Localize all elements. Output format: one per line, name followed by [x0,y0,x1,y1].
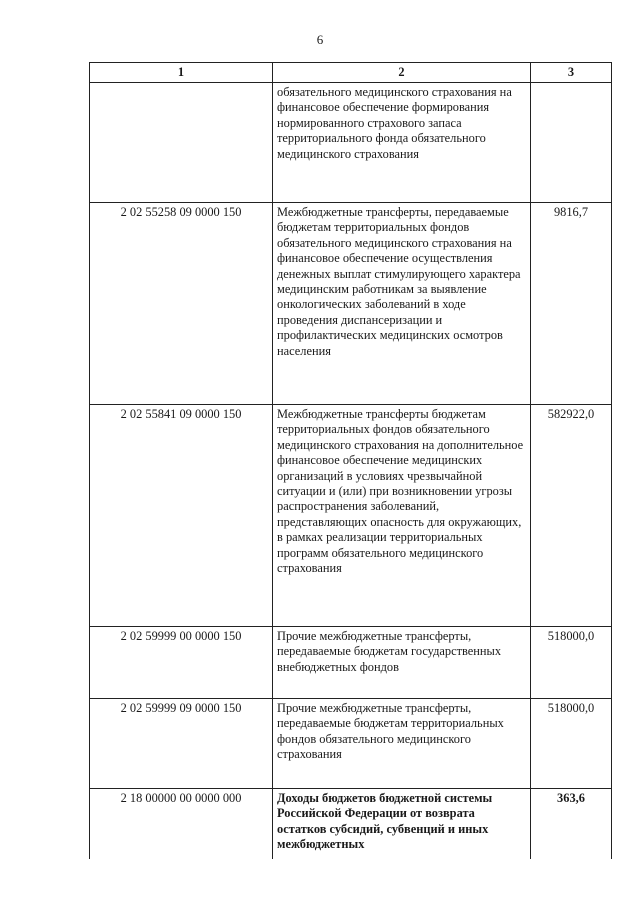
row-description: Доходы бюджетов бюджетной системы Российской Федерации от возврата остатков субсидий, субвенций и иных межбюджетных [273,789,531,859]
row-amount: 518000,0 [531,627,612,699]
row-code: 2 02 55258 09 0000 150 [90,203,273,405]
column-header-code: 1 [90,63,273,83]
column-header-amount: 3 [531,63,612,83]
row-description: обязательного медицинского страхования на финансовое обеспечение формирования нормированного страхового запаса территориального фонда обязательного медицинского страхования [273,83,531,203]
row-code: 2 02 55841 09 0000 150 [90,405,273,627]
row-description: Межбюджетные трансферты, передаваемые бюджетам территориальных фондов обязательного медицинского страхования на финансовое обеспечение осуществления денежных выплат стимулирующего характера медицинским работникам за выявление онкологических заболеваний в ходе проведения диспансеризации и профилактических медицинских осмотров населения [273,203,531,405]
row-description: Межбюджетные трансферты бюджетам территориальных фондов обязательного медицинского страхования на дополнительное финансовое обеспечение медицинских организаций в условиях чрезвычайной ситуации и (или) при возникновении угрозы распространения заболеваний, представляющих опасность для окружающих, в рамках реализации территориальных программ обязательного медицинского страхования [273,405,531,627]
revenue-table [89,62,612,859]
table-row [90,405,612,627]
row-description: Прочие межбюджетные трансферты, передаваемые бюджетам государственных внебюджетных фондов [273,627,531,699]
row-code: 2 02 59999 00 0000 150 [90,627,273,699]
page-number: 6 [316,32,324,47]
row-amount: 363,6 [531,789,612,859]
row-amount: 582922,0 [531,405,612,627]
table-row [90,83,612,203]
row-amount: 9816,7 [531,203,612,405]
row-amount: 518000,0 [531,699,612,789]
table-row [90,203,612,405]
column-header-description: 2 [273,63,531,83]
row-code: 2 18 00000 00 0000 000 [90,789,273,859]
table-row [90,627,612,699]
row-code: 2 02 59999 09 0000 150 [90,699,273,789]
row-amount [531,83,612,203]
table-row [90,789,612,859]
row-code [90,83,273,203]
row-description: Прочие межбюджетные трансферты, передаваемые бюджетам территориальных фондов обязательного медицинского страхования [273,699,531,789]
table-header-row [90,63,612,83]
table-row [90,699,612,789]
